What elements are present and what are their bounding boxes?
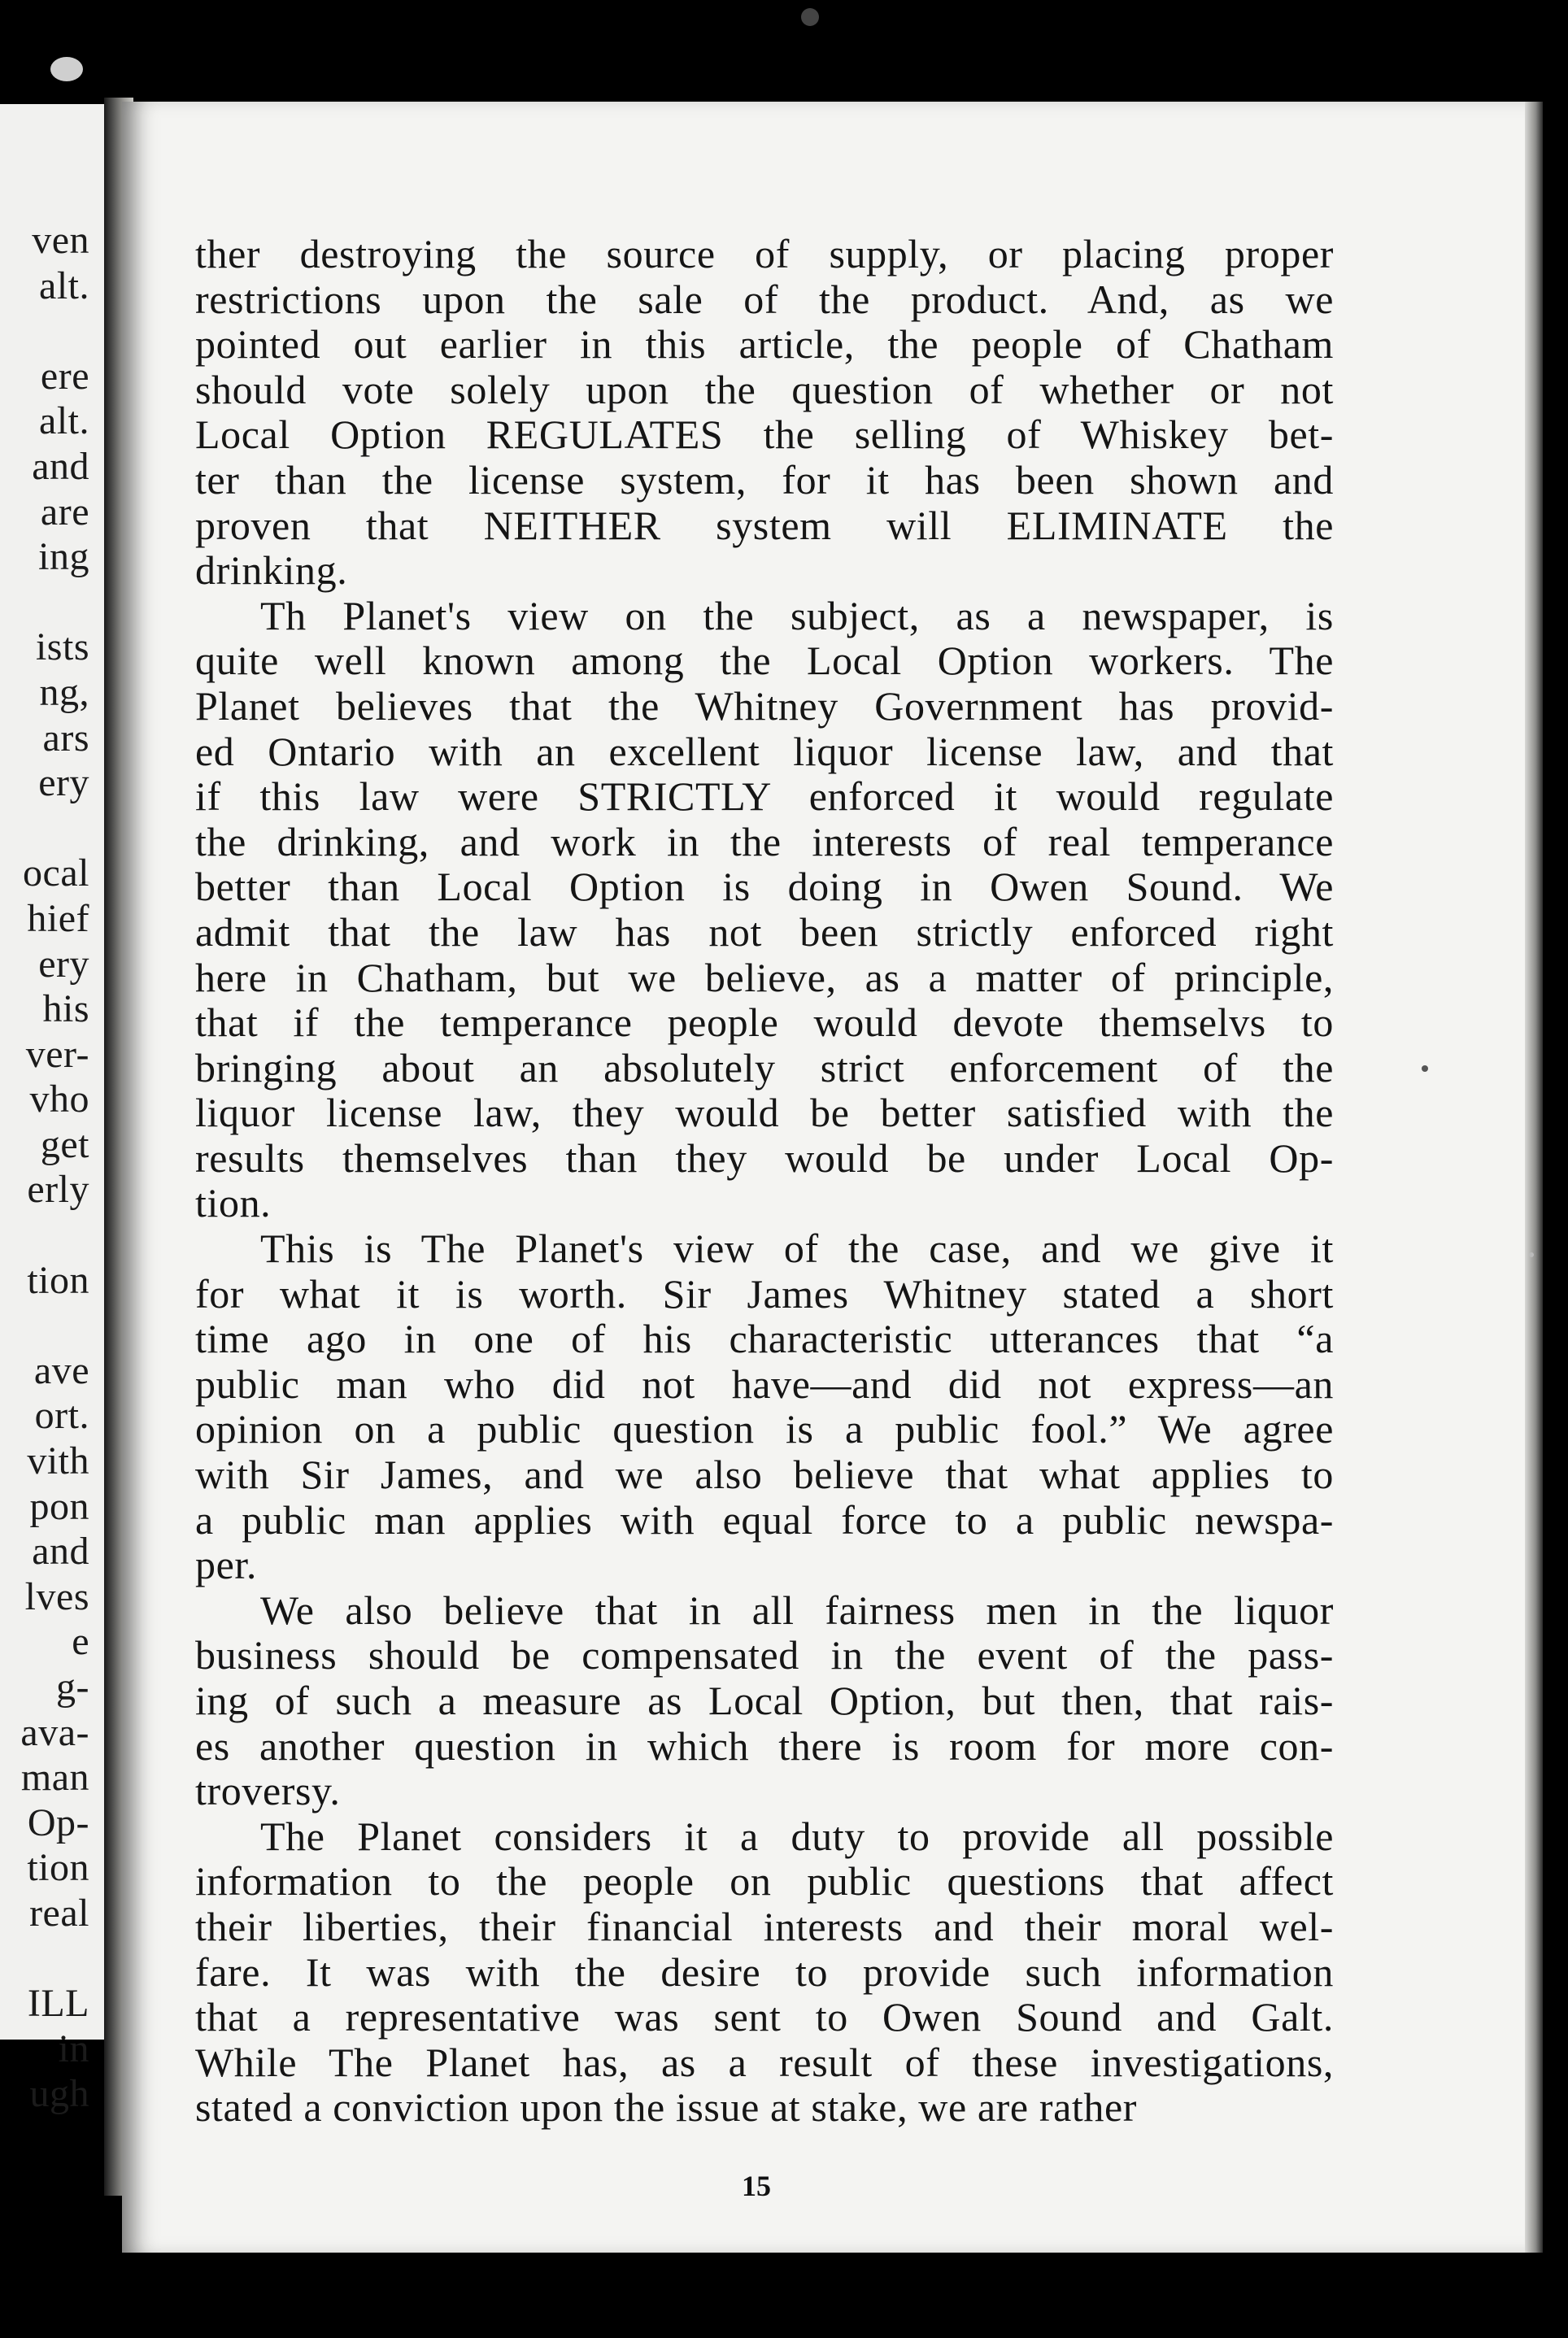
left-fragment: and xyxy=(32,444,89,488)
text-line: ed Ontario with an excellent liquor license law, and that xyxy=(195,728,1334,774)
left-fragment: man xyxy=(20,1756,89,1800)
left-fragment: ocal xyxy=(23,851,89,895)
left-fragment: ery xyxy=(38,942,89,986)
text-line: their liberties, their financial interests and their moral wel- xyxy=(195,1903,1334,1949)
left-fragment: Op- xyxy=(27,1800,89,1844)
text-line: ter than the license system, for it has been shown and xyxy=(195,456,1334,503)
text-line: liquor license law, they would be better satisfied with the xyxy=(195,1090,1334,1136)
text-line: admit that the law has not been strictly enforced right xyxy=(195,908,1334,955)
left-fragment xyxy=(20,1303,89,1348)
left-fragment: ing xyxy=(38,535,89,579)
text-line: the drinking, and work in the interests of real temperance xyxy=(195,818,1334,864)
left-fragment: in xyxy=(58,2027,89,2070)
text-line: The Planet considers it a duty to provide all possible xyxy=(260,1813,1334,1859)
left-fragment: ugh xyxy=(29,2072,89,2116)
text-line: stated a conviction upon the issue at stake, we are rather xyxy=(195,2084,1137,2131)
left-fragment: ven xyxy=(32,219,89,262)
left-fragment: get xyxy=(40,1122,89,1166)
left-fragment: ver- xyxy=(25,1032,89,1076)
left-fragment: ists xyxy=(35,625,89,669)
left-fragment: ery xyxy=(38,761,89,805)
text-line: bringing about an absolutely strict enforcement of the xyxy=(195,1044,1334,1091)
text-line: ing of such a measure as Local Option, but then, that rais- xyxy=(195,1678,1334,1723)
text-line: Local Option REGULATES the selling of Whiskey bet- xyxy=(195,411,1334,458)
paragraph xyxy=(195,594,1334,1226)
left-fragment: are xyxy=(40,490,89,533)
text-line: business should be compensated in the event of the pass- xyxy=(195,1632,1334,1678)
text-line: public man who did not have—and did not express—an xyxy=(195,1361,1334,1407)
text-line: should vote solely upon the question of whether or not xyxy=(195,366,1334,412)
book-page xyxy=(122,102,1537,2253)
text-line: pointed out earlier in this article, the people of Chatham xyxy=(195,321,1334,368)
left-fragment: tion xyxy=(27,1258,89,1302)
text-line: We also believe that in all fairness men in the liquor xyxy=(260,1587,1334,1633)
text-line: fare. It was with the desire to provide such information xyxy=(195,1948,1334,1995)
left-facing-page xyxy=(0,104,104,2116)
left-fragment xyxy=(20,308,89,354)
left-fragment: erly xyxy=(27,1168,89,1212)
left-page-text-fragments xyxy=(20,218,89,2117)
text-line: for what it is worth. Sir James Whitney stated a short xyxy=(195,1270,1334,1317)
left-fragment: tion xyxy=(27,1846,89,1890)
left-fragment: real xyxy=(29,1891,89,1935)
left-fragment: pon xyxy=(29,1484,89,1528)
left-fragment: ars xyxy=(42,716,89,760)
text-line: es another question in which there is room for more con- xyxy=(195,1722,1334,1769)
left-fragment: ng, xyxy=(39,670,89,714)
left-fragment: e xyxy=(72,1620,89,1664)
text-line: proven that NEITHER system will ELIMINATE the xyxy=(195,502,1334,548)
text-line: results themselves than they would be under Local Op- xyxy=(195,1134,1334,1181)
left-fragment: ava- xyxy=(20,1710,89,1754)
paragraph xyxy=(195,232,1334,594)
left-fragment: ort. xyxy=(34,1394,89,1438)
text-line: that if the temperance people would devote themselvs to xyxy=(195,999,1334,1046)
dust-speck xyxy=(801,8,819,26)
page-edge xyxy=(1525,102,1543,2253)
left-fragment: vho xyxy=(29,1078,89,1121)
text-line: opinion on a public question is a public fool.” We agree xyxy=(195,1406,1334,1452)
text-line: quite well known among the Local Option workers. The xyxy=(195,638,1334,684)
text-line: tion. xyxy=(195,1180,272,1226)
text-line: with Sir James, and we also believe that what applies to xyxy=(195,1452,1334,1498)
left-fragment: ere xyxy=(40,354,89,398)
text-line: time ago in one of his characteristic utterances that “a xyxy=(195,1316,1334,1362)
left-fragment: and xyxy=(32,1530,89,1574)
left-fragment: his xyxy=(42,987,89,1031)
page-number: 15 xyxy=(742,2170,771,2202)
paragraph xyxy=(195,1814,1334,2131)
left-fragment xyxy=(20,1936,89,1982)
article-body xyxy=(195,232,1334,2131)
text-line: per. xyxy=(195,1542,257,1588)
text-line: While The Planet has, as a result of these investigations, xyxy=(195,2039,1334,2085)
paragraph xyxy=(195,1588,1334,1814)
left-fragment: alt. xyxy=(39,399,89,443)
left-fragment: ILL xyxy=(27,1982,89,2026)
left-fragment: alt. xyxy=(39,263,89,307)
text-line: drinking. xyxy=(195,547,348,594)
text-line: a public man applies with equal force to a public newspa- xyxy=(195,1496,1334,1543)
left-fragment: ave xyxy=(33,1348,89,1392)
left-fragment: vith xyxy=(27,1439,89,1483)
left-fragment: g- xyxy=(56,1665,89,1709)
left-fragment: hief xyxy=(27,896,89,940)
left-fragment xyxy=(20,1213,89,1258)
text-line: if this law were STRICTLY enforced it would regulate xyxy=(195,773,1334,820)
left-fragment xyxy=(20,806,89,851)
text-line: Planet believes that the Whitney Government has provid- xyxy=(195,682,1334,729)
dust-speck xyxy=(1422,1065,1428,1072)
text-line: restrictions upon the sale of the product. And, as we xyxy=(195,276,1334,322)
paragraph xyxy=(195,1226,1334,1588)
text-line: information to the people on public questions that affect xyxy=(195,1858,1334,1905)
text-line: better than Local Option is doing in Owen Sound. We xyxy=(195,864,1334,910)
dust-speck xyxy=(50,57,83,81)
text-line: This is The Planet's view of the case, and we give it xyxy=(260,1226,1334,1272)
text-line: that a representative was sent to Owen Sound and Galt. xyxy=(195,1994,1334,2040)
dust-speck xyxy=(1529,1252,1534,1257)
text-line: here in Chatham, but we believe, as a matter of principle, xyxy=(195,954,1334,1000)
left-fragment xyxy=(20,580,89,625)
left-fragment: lves xyxy=(24,1574,89,1618)
text-line: Th Planet's view on the subject, as a newspaper, is xyxy=(260,592,1334,638)
text-line: troversy. xyxy=(195,1768,341,1814)
text-line: ther destroying the source of supply, or placing proper xyxy=(195,231,1334,276)
